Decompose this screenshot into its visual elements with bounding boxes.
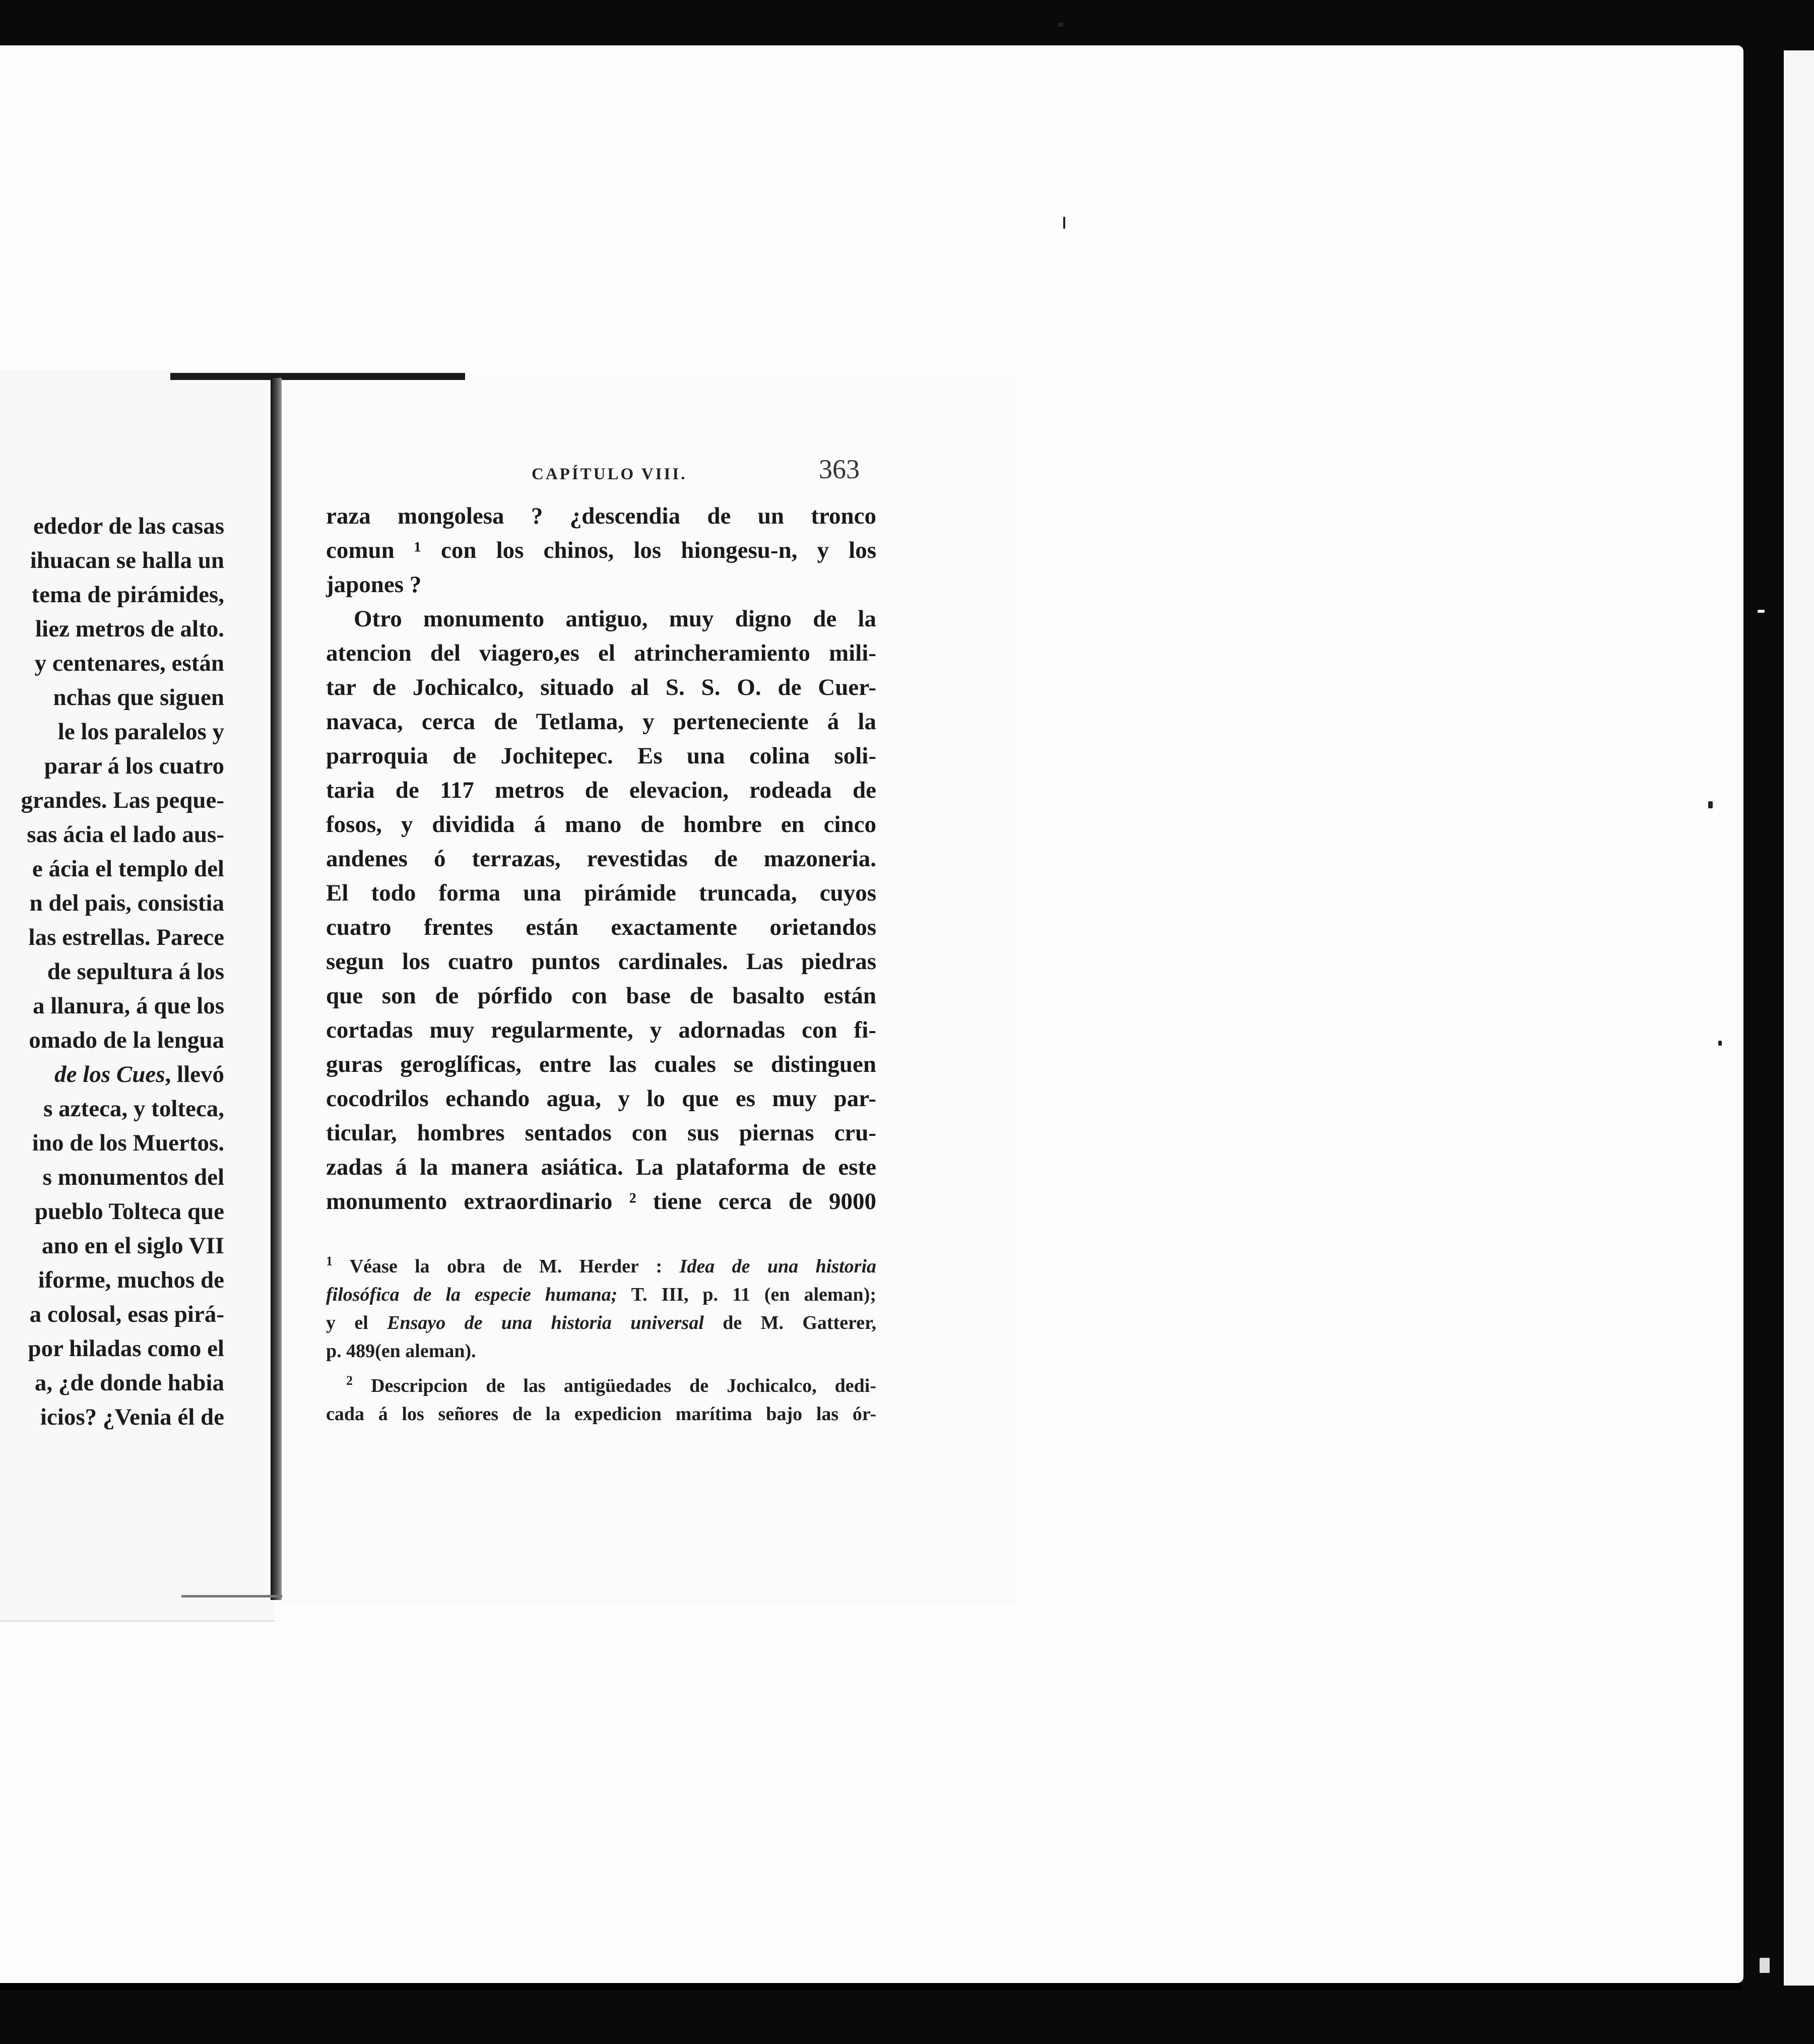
body-line: Otro monumento antiguo, muy digno de la <box>354 606 876 632</box>
facing-page-line-text: pueblo Tolteca que <box>34 1198 224 1225</box>
facing-page-line-text: ano en el siglo VII <box>41 1233 224 1259</box>
scan-speck <box>1758 610 1765 613</box>
facing-page-line-text: parar á los cuatro <box>44 753 224 779</box>
body-line: guras geroglíficas, entre las cuales se distinguen <box>326 1051 876 1077</box>
facing-page-line-text: nchas que siguen <box>53 684 224 711</box>
body-line: fosos, y dividida á mano de hombre en cinco <box>326 811 876 838</box>
facing-page-line-text: s monumentos del <box>42 1164 224 1190</box>
facing-page-line-text: a llanura, á que los <box>33 993 224 1019</box>
facing-page-line-text: icios? ¿Venia él de <box>40 1404 224 1430</box>
facing-page-line <box>0 1057 224 1092</box>
facing-page-line-text: ihuacan se halla un <box>30 547 224 573</box>
facing-page-line-tail: , llevó <box>165 1061 224 1088</box>
facing-page-line <box>0 1366 224 1400</box>
body-line: cocodrilos echando agua, y lo que es muy par- <box>326 1085 876 1112</box>
facing-page-line-text: le los paralelos y <box>57 719 224 745</box>
facing-page-line <box>0 1092 224 1126</box>
facing-page-line <box>0 1160 224 1194</box>
running-head: CAPÍTULO VIII. <box>532 465 687 483</box>
footnote-work-title: Ensayo de una historia universal <box>387 1312 704 1333</box>
body-line: cortadas muy regularmente, y adornadas con fi- <box>326 1017 876 1043</box>
scan-speck <box>1058 23 1063 27</box>
scan-speck <box>1718 1041 1722 1046</box>
scan-border-top <box>0 0 1814 46</box>
facing-page-line-text: iforme, muchos de <box>38 1267 224 1293</box>
scan-speck <box>1708 801 1713 808</box>
footnote-text: T. III, p. 11 (en aleman); <box>617 1284 876 1305</box>
facing-page-line <box>0 646 224 680</box>
book-gutter <box>271 378 282 1600</box>
facing-page-line <box>0 715 224 749</box>
next-sheet-edge <box>1784 50 1814 1986</box>
footnote-text: de M. Gatterer, <box>703 1312 876 1333</box>
facing-page-line-text: y centenares, están <box>34 650 224 676</box>
facing-page-line-text: a colosal, esas pirá- <box>29 1301 224 1327</box>
facing-page-line <box>0 749 224 783</box>
facing-page-line <box>0 989 224 1023</box>
scan-border-bottom <box>0 1991 1814 2044</box>
body-line: que son de pórfido con base de basalto están <box>326 983 876 1009</box>
facing-page-line <box>0 1297 224 1331</box>
body-line: zadas á la manera asiática. La plataforma de este <box>326 1154 876 1180</box>
footnote-text: Véase la obra de M. Herder : <box>349 1256 680 1277</box>
footnote-1-line-3 <box>326 1309 876 1337</box>
footnote-marker: 2 <box>346 1373 353 1388</box>
footnote-2-line-2: cada á los señores de la expedicion marítima bajo las ór- <box>326 1403 876 1425</box>
footnote-text: y el <box>326 1312 387 1333</box>
facing-page-line <box>0 578 224 612</box>
fold-rule-top <box>170 373 465 380</box>
facing-page-line <box>0 612 224 646</box>
facing-page-line <box>0 1194 224 1229</box>
footnote-text: Descripcion de las antigüedades de Jochicalco, dedi- <box>371 1375 877 1396</box>
facing-page-line <box>0 543 224 578</box>
body-line: andenes ó terrazas, revestidas de mazoneria. <box>326 846 876 872</box>
fold-rule-bottom <box>181 1595 282 1598</box>
facing-page-line <box>0 886 224 920</box>
facing-page-line-text: ededor de las casas <box>33 513 224 539</box>
facing-page-line-text: las estrellas. Parece <box>28 924 224 950</box>
footnote-1-line-2 <box>326 1281 876 1309</box>
page-number: 363 <box>819 454 860 484</box>
facing-page-line <box>0 1331 224 1366</box>
facing-page-line <box>0 1400 224 1434</box>
body-line: comun ¹ con los chinos, los hiongesu-n, y los <box>326 537 876 563</box>
facing-page-line-text: grandes. Las peque- <box>21 787 224 813</box>
facing-page-line <box>0 852 224 886</box>
facing-page-line-text: de sepultura á los <box>47 959 224 985</box>
facing-page-line <box>0 817 224 852</box>
scan-speck <box>1760 1958 1770 1973</box>
facing-page-line-text: de los Cues <box>54 1061 165 1088</box>
body-line: cuatro frentes están exactamente orietandos <box>326 914 876 940</box>
body-line: navaca, cerca de Tetlama, y perteneciente á la <box>326 709 876 735</box>
facing-page-line-text: s azteca, y tolteca, <box>43 1096 224 1122</box>
facing-page-line-text: por hiladas como el <box>28 1335 224 1362</box>
body-line: parroquia de Jochitepec. Es una colina soli- <box>326 743 876 769</box>
facing-page-line <box>0 680 224 715</box>
facing-page-line-text: tema de pirámides, <box>31 582 224 608</box>
facing-page-line <box>0 1126 224 1160</box>
body-line: segun los cuatro puntos cardinales. Las piedras <box>326 948 876 975</box>
facing-page-line-text: e ácia el templo del <box>32 856 224 882</box>
body-line: monumento extraordinario ² tiene cerca de 9000 <box>326 1188 876 1215</box>
facing-page-line <box>0 1023 224 1057</box>
footnote-work-title: Idea de una historia <box>679 1256 877 1277</box>
facing-page-line <box>0 920 224 954</box>
facing-page-line <box>0 509 224 543</box>
facing-page-line-text: omado de la lengua <box>29 1027 224 1053</box>
body-line: ticular, hombres sentados con sus piernas cru- <box>326 1120 876 1146</box>
facing-page-line-text: n del pais, consistia <box>29 890 224 916</box>
facing-page-line-text: ino de los Muertos. <box>32 1130 224 1156</box>
facing-page-line <box>0 1263 224 1297</box>
body-line: El todo forma una pirámide truncada, cuyos <box>326 880 876 906</box>
body-line: japones ? <box>326 571 422 598</box>
body-line: taria de 117 metros de elevacion, rodeada de <box>326 777 876 803</box>
footnote-work-title: filosófica de la especie humana; <box>326 1284 618 1305</box>
body-line: atencion del viagero,es el atrincheramiento mili- <box>326 640 876 666</box>
facing-page-line <box>0 783 224 817</box>
facing-page-line <box>0 954 224 989</box>
facing-page-line-text: sas ácia el lado aus- <box>27 821 224 848</box>
body-line: raza mongolesa ? ¿descendia de un tronco <box>326 503 876 529</box>
footnote-marker: 1 <box>326 1254 333 1268</box>
footnote-1-line-1 <box>326 1252 876 1281</box>
facing-page-fragment <box>0 370 275 1622</box>
facing-page-line-text: liez metros de alto. <box>35 616 224 642</box>
facing-page-line <box>0 1229 224 1263</box>
facing-page-line-text: a, ¿de donde habia <box>34 1370 224 1396</box>
footnote-2-line-1 <box>326 1372 876 1400</box>
footnote-1-line-4: p. 489(en aleman). <box>326 1340 476 1362</box>
body-line: tar de Jochicalco, situado al S. S. O. de Cuer- <box>326 674 876 700</box>
scan-speck <box>1063 217 1065 229</box>
